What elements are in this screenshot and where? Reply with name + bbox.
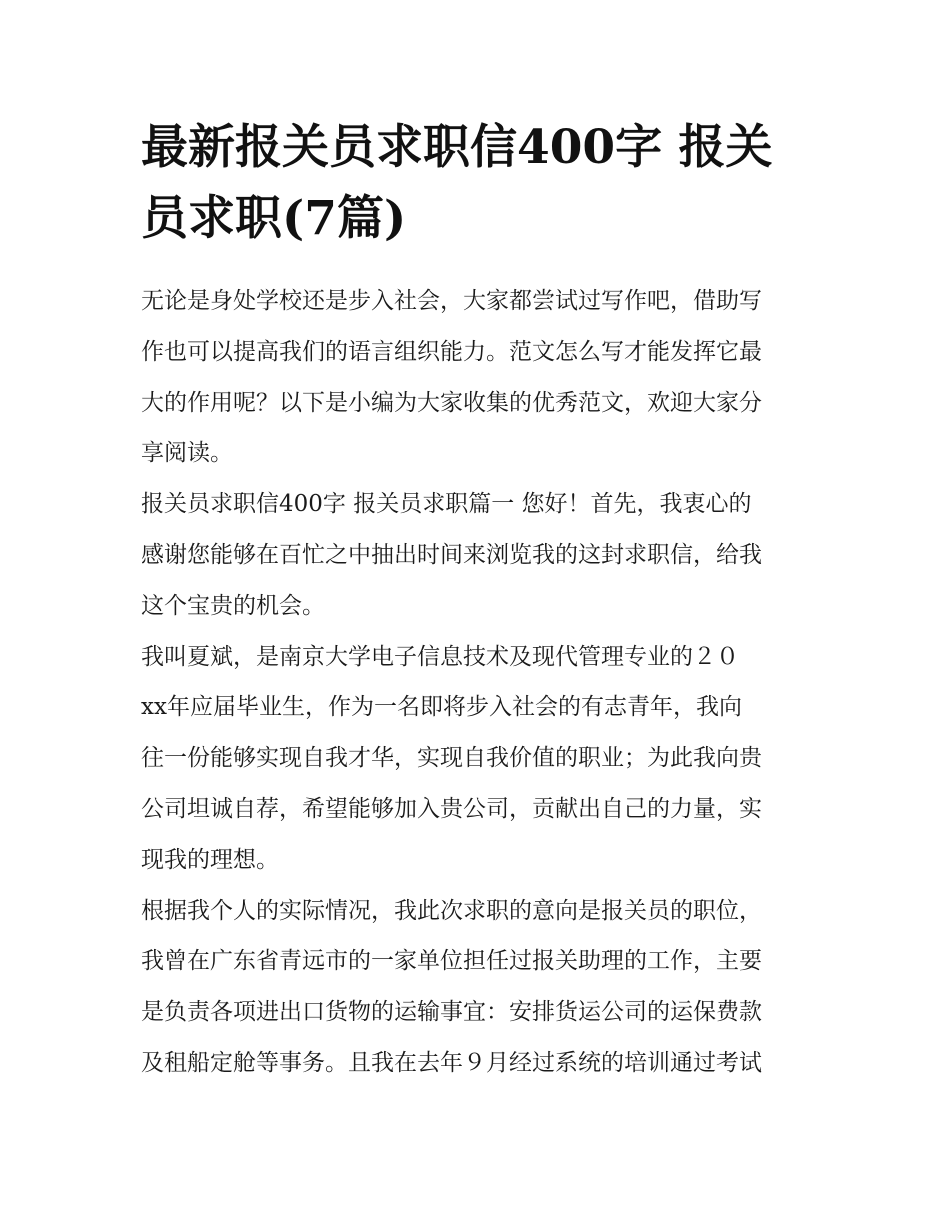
body-line: 这个宝贵的机会。 xyxy=(141,592,325,619)
body-line: 大的作用呢？以下是小编为大家收集的优秀范文，欢迎大家分 xyxy=(141,389,762,416)
body-line: 公司坦诚自荐，希望能够加入贵公司，贡献出自己的力量，实 xyxy=(141,795,762,822)
body-line: 我叫夏斌，是南京大学电子信息技术及现代管理专业的２０ xyxy=(141,643,739,670)
body-line: 现我的理想。 xyxy=(141,846,279,873)
body-line: xx年应届毕业生，作为一名即将步入社会的有志青年，我向 xyxy=(141,694,742,721)
title-line-2: 员求职(7篇) xyxy=(141,191,407,246)
body-line: 作也可以提高我们的语言组织能力。范文怎么写才能发挥它最 xyxy=(141,338,762,365)
body-line: 享阅读。 xyxy=(141,440,233,467)
body-line: 感谢您能够在百忙之中抽出时间来浏览我的这封求职信，给我 xyxy=(141,541,762,568)
body-line: 根据我个人的实际情况，我此次求职的意向是报关员的职位， xyxy=(141,897,762,924)
body-line: 是负责各项进出口货物的运输事宜：安排货运公司的运保费款 xyxy=(141,999,762,1026)
body-line: 报关员求职信400字 报关员求职篇一 您好！首先，我衷心的 xyxy=(141,491,752,518)
document-body xyxy=(141,283,821,1096)
title-line-1: 最新报关员求职信400字 报关 xyxy=(141,120,773,175)
body-line: 及租船定舱等事务。且我在去年９月经过系统的培训通过考试 xyxy=(141,1049,762,1076)
body-line: 往一份能够实现自我才华，实现自我价值的职业；为此我向贵 xyxy=(141,745,762,772)
body-line: 无论是身处学校还是步入社会，大家都尝试过写作吧，借助写 xyxy=(141,288,762,314)
body-line: 我曾在广东省青远市的一家单位担任过报关助理的工作，主要 xyxy=(141,948,762,975)
document-title xyxy=(141,112,821,254)
